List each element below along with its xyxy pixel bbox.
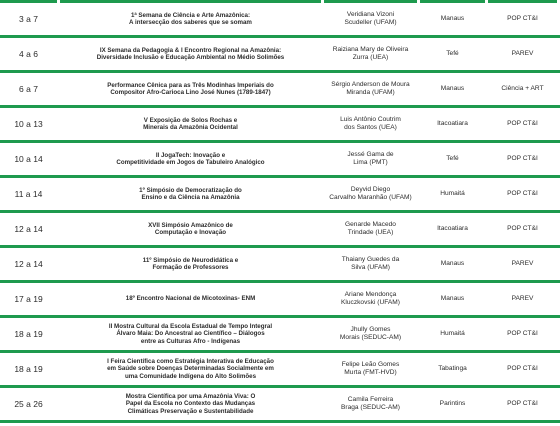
table-row bbox=[0, 2, 559, 37]
event-program: POP CT&I bbox=[487, 142, 559, 177]
table-row bbox=[0, 37, 559, 72]
event-date: 12 a 14 bbox=[0, 247, 59, 282]
table-row bbox=[0, 282, 559, 317]
event-title: XVII Simpósio Amazônico de Computação e Inovação bbox=[59, 212, 323, 247]
table-bottom-rule-segment bbox=[0, 422, 59, 426]
event-date: 4 a 6 bbox=[0, 37, 59, 72]
table-row bbox=[0, 142, 559, 177]
event-city: Tabatinga bbox=[419, 352, 487, 387]
event-title: 1ª Semana de Ciência e Arte Amazônica: A intersecção dos saberes que se somam bbox=[59, 2, 323, 37]
event-city: Manaus bbox=[419, 247, 487, 282]
event-organizer: Luis Antônio Coutrim dos Santos (UEA) bbox=[323, 107, 419, 142]
event-title: 11º Simpósio de Neurodidática e Formação de Professores bbox=[59, 247, 323, 282]
event-title: II Mostra Cultural da Escola Estadual de Tempo Integral Álvaro Maia: Do Ancestral ao Científico – Diálogos entre as Culturas Afro - Indígenas bbox=[59, 317, 323, 352]
event-organizer: Jessé Gama de Lima (PMT) bbox=[323, 142, 419, 177]
event-date: 11 a 14 bbox=[0, 177, 59, 212]
event-organizer: Felipe Leão Gomes Murta (FMT-HVD) bbox=[323, 352, 419, 387]
event-title: I Feira Científica como Estratégia Interativa de Educação em Saúde sobre Doenças Determinadas Socialmente em uma Comunidade Indígena do Alto Solimões bbox=[59, 352, 323, 387]
event-city: Humaitá bbox=[419, 317, 487, 352]
event-program: POP CT&I bbox=[487, 387, 559, 422]
event-program: POP CT&I bbox=[487, 352, 559, 387]
table-row bbox=[0, 212, 559, 247]
event-organizer: Thaiany Guedes da Silva (UFAM) bbox=[323, 247, 419, 282]
table-row bbox=[0, 177, 559, 212]
event-date: 6 a 7 bbox=[0, 72, 59, 107]
table-row bbox=[0, 352, 559, 387]
table-row bbox=[0, 387, 559, 422]
event-title: II JogaTech: Inovação e Competitividade em Jogos de Tabuleiro Analógico bbox=[59, 142, 323, 177]
event-date: 17 a 19 bbox=[0, 282, 59, 317]
event-city: Parintins bbox=[419, 387, 487, 422]
event-date: 12 a 14 bbox=[0, 212, 59, 247]
event-city: Manaus bbox=[419, 282, 487, 317]
table-row bbox=[0, 72, 559, 107]
event-organizer: Deyvid Diego Carvalho Maranhão (UFAM) bbox=[323, 177, 419, 212]
table-bottom-rule-segment bbox=[419, 422, 487, 426]
event-title: V Exposição de Solos Rochas e Minerais da Amazônia Ocidental bbox=[59, 107, 323, 142]
event-program: Ciência + ART bbox=[487, 72, 559, 107]
event-date: 10 a 14 bbox=[0, 142, 59, 177]
event-program: PAREV bbox=[487, 37, 559, 72]
event-city: Humaitá bbox=[419, 177, 487, 212]
table-bottom-rule bbox=[0, 422, 559, 426]
event-title: 1º Simpósio de Democratização do Ensino e da Ciência na Amazônia bbox=[59, 177, 323, 212]
event-date: 3 a 7 bbox=[0, 2, 59, 37]
table-row bbox=[0, 247, 559, 282]
event-organizer: Genarde Macedo Trindade (UEA) bbox=[323, 212, 419, 247]
event-city: Tefé bbox=[419, 142, 487, 177]
event-title: Performance Cênica para as Três Modinhas Imperiais do Compositor Afro-Carioca Lino José Nunes (1789-1847) bbox=[59, 72, 323, 107]
event-date: 18 a 19 bbox=[0, 352, 59, 387]
table-bottom-rule-segment bbox=[323, 422, 419, 426]
event-program: PAREV bbox=[487, 247, 559, 282]
event-title: 18º Encontro Nacional de Micotoxinas- ENM bbox=[59, 282, 323, 317]
event-city: Manaus bbox=[419, 72, 487, 107]
table-bottom-rule-segment bbox=[59, 422, 323, 426]
event-city: Itacoatiara bbox=[419, 107, 487, 142]
event-organizer: Veridiana Vizoni Scudeller (UFAM) bbox=[323, 2, 419, 37]
table-row bbox=[0, 107, 559, 142]
event-program: POP CT&I bbox=[487, 177, 559, 212]
event-date: 18 a 19 bbox=[0, 317, 59, 352]
event-title: IX Semana da Pedagogia & I Encontro Regional na Amazônia: Diversidade Inclusão e Educação Ambiental no Médio Solimões bbox=[59, 37, 323, 72]
event-organizer: Sérgio Anderson de Moura Miranda (UFAM) bbox=[323, 72, 419, 107]
event-date: 10 a 13 bbox=[0, 107, 59, 142]
event-program: PAREV bbox=[487, 282, 559, 317]
events-table-body bbox=[0, 2, 559, 426]
table-bottom-rule-segment bbox=[487, 422, 559, 426]
event-title: Mostra Científica por uma Amazônia Viva: O Papel da Escola no Contexto das Mudanças Climáticas Preservação e Sustentabilidade bbox=[59, 387, 323, 422]
event-organizer: Ariane Mendonça Kluczkovski (UFAM) bbox=[323, 282, 419, 317]
event-program: POP CT&I bbox=[487, 107, 559, 142]
event-city: Manaus bbox=[419, 2, 487, 37]
event-date: 25 a 26 bbox=[0, 387, 59, 422]
event-city: Itacoatiara bbox=[419, 212, 487, 247]
event-program: POP CT&I bbox=[487, 212, 559, 247]
event-program: POP CT&I bbox=[487, 317, 559, 352]
event-organizer: Jhully Gomes Morais (SEDUC-AM) bbox=[323, 317, 419, 352]
table-row bbox=[0, 317, 559, 352]
event-organizer: Camila Ferreira Braga (SEDUC-AM) bbox=[323, 387, 419, 422]
event-organizer: Raiziana Mary de Oliveira Zurra (UEA) bbox=[323, 37, 419, 72]
event-city: Tefé bbox=[419, 37, 487, 72]
event-program: POP CT&I bbox=[487, 2, 559, 37]
